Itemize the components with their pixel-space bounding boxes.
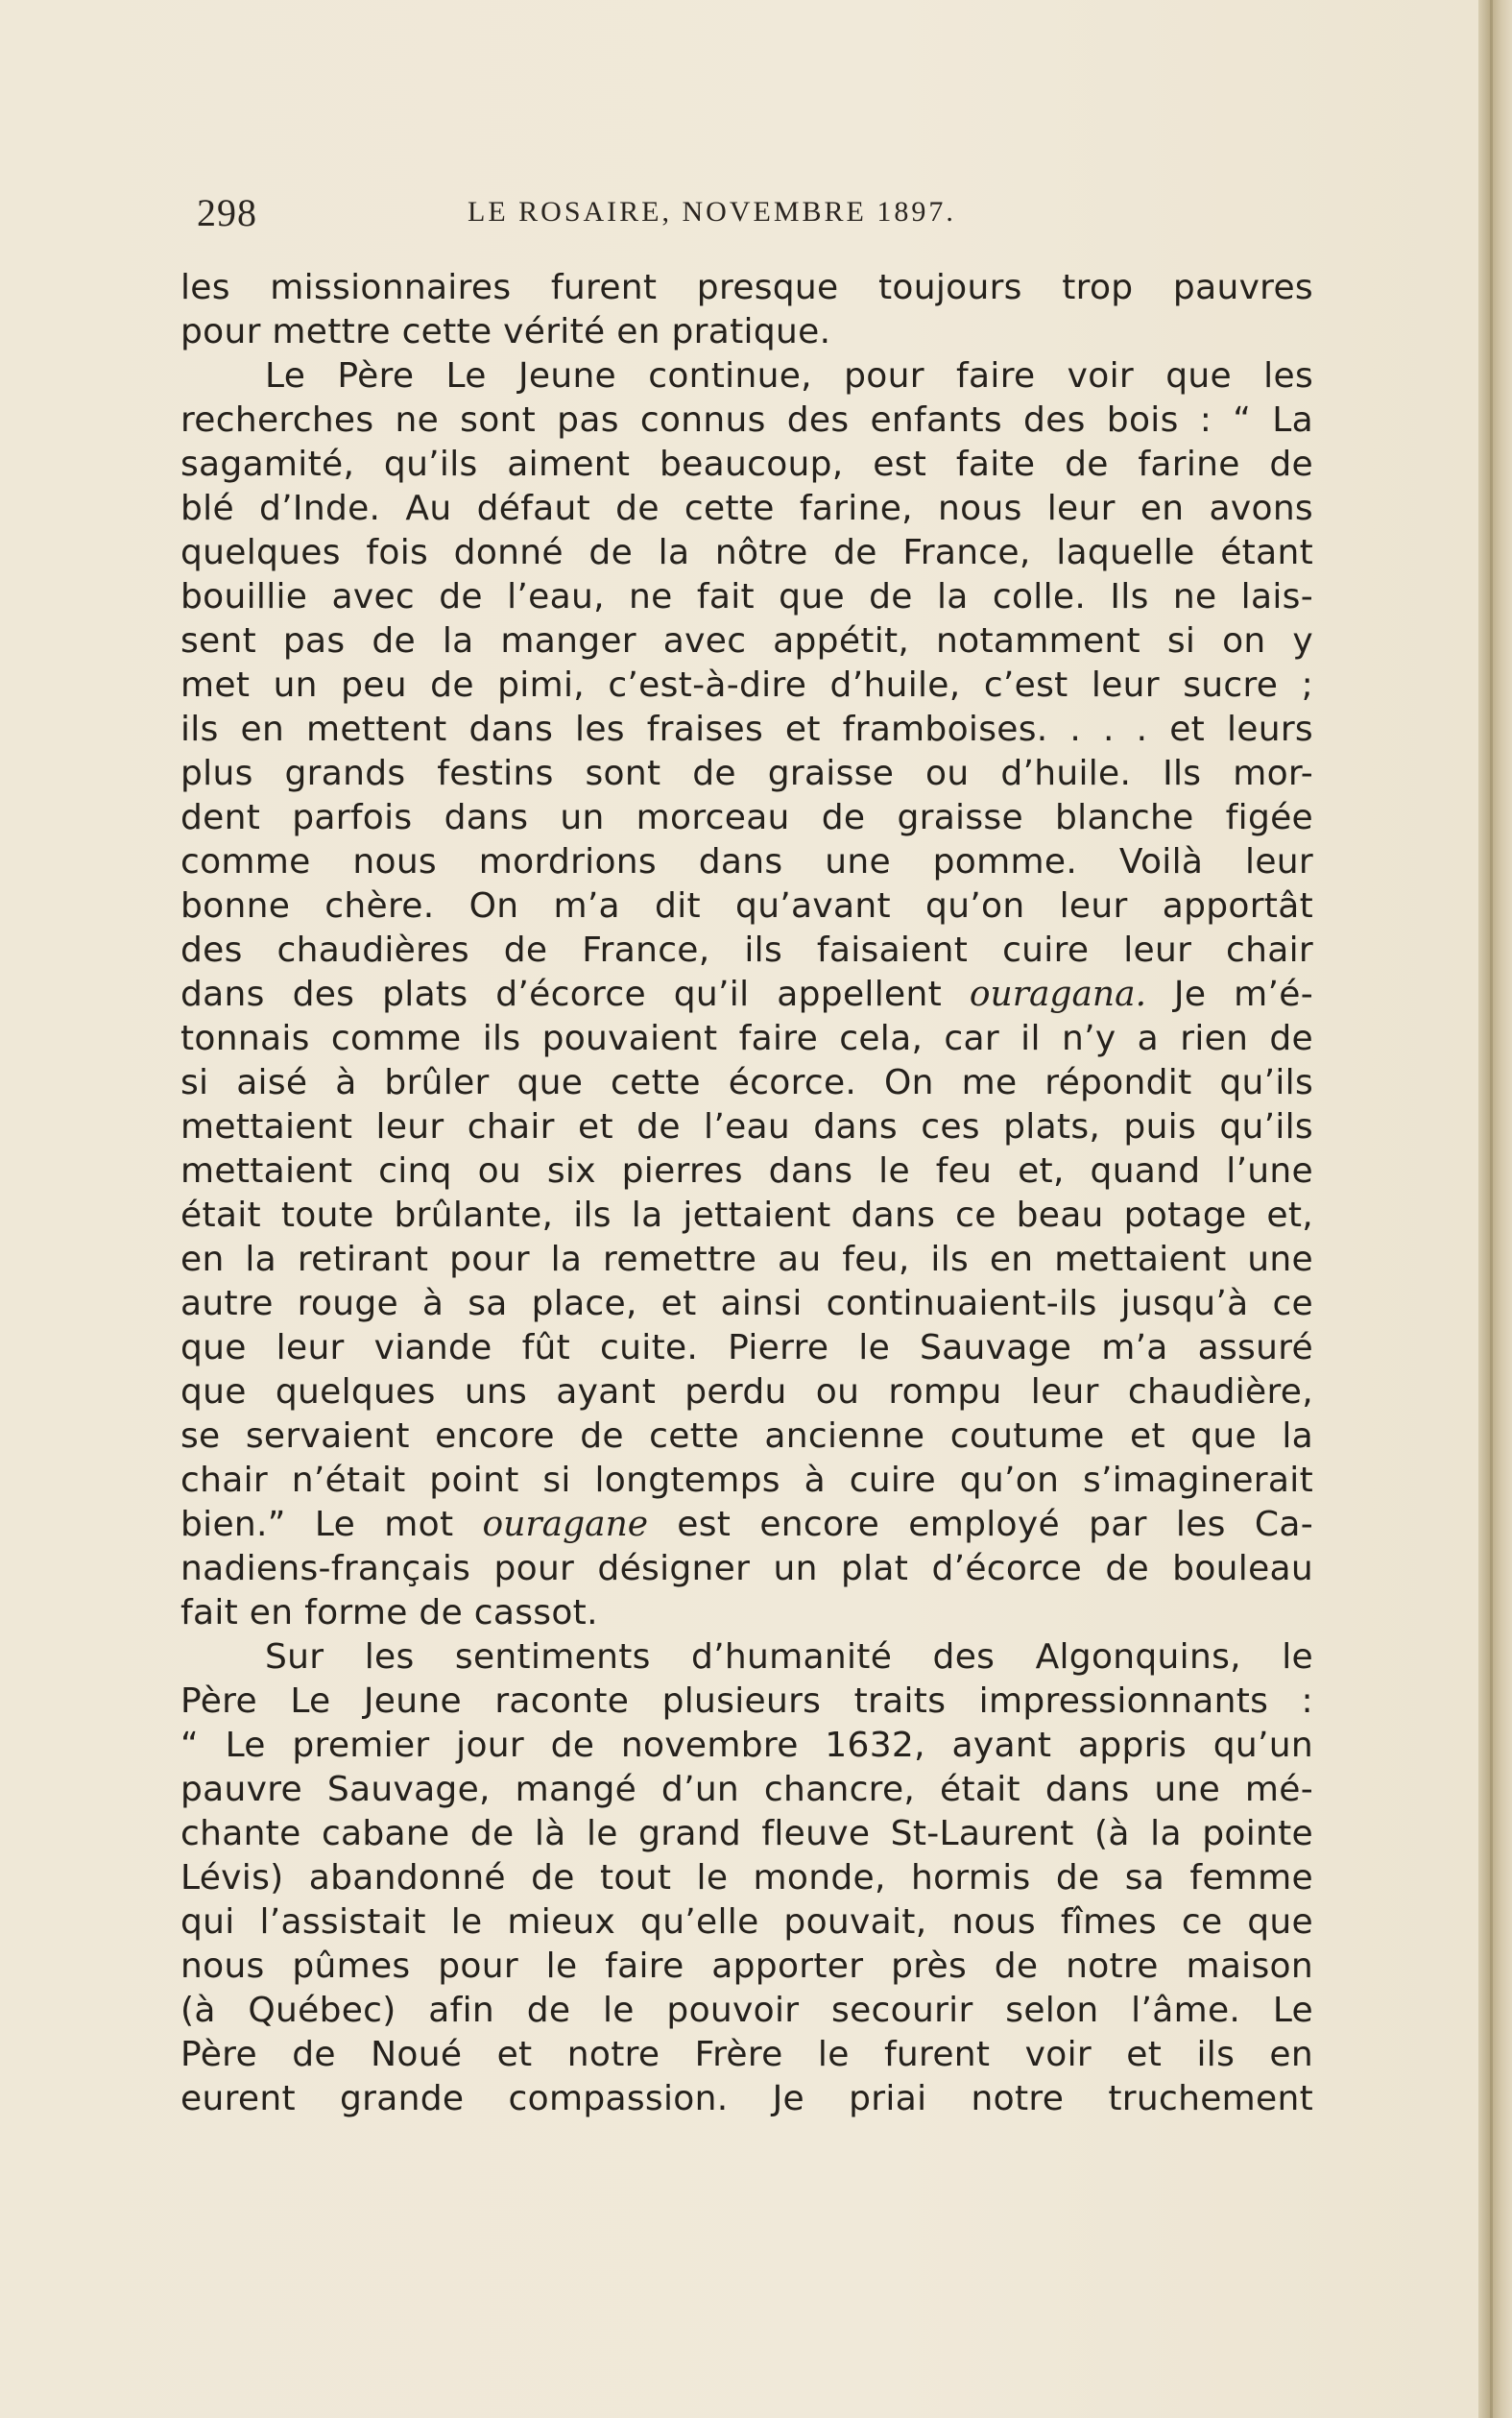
text-line: met un peu de pimi, c’est-à-dire d’huile, c’est leur sucre ; [180,665,1313,705]
text-line: “ Le premier jour de novembre 1632, ayant appris qu’un [180,1726,1313,1765]
text-line: sent pas de la manger avec appétit, notamment si on y [180,621,1313,661]
italic-term: ouragana. [969,975,1147,1014]
book-spine-edge [1478,0,1512,2418]
text-line: eurent grande compassion. Je priai notre truchement [180,2079,1313,2118]
text-line [180,973,1313,1017]
text-line: bonne chère. On m’a dit qu’avant qu’on leur apportât [180,886,1313,926]
text-line: Père de Noué et notre Frère le furent voir et ils en [180,2035,1313,2074]
page-number: 298 [197,191,257,234]
text-line: des chaudières de France, ils faisaient cuire leur chair [180,931,1313,970]
text-line: fait en forme de cassot. [180,1593,598,1632]
text-line: Père Le Jeune raconte plusieurs traits impressionnants : [180,1681,1313,1721]
text-line: que leur viande fût cuite. Pierre le Sauvage m’a assuré [180,1328,1313,1367]
line-text-before: dans des plats d’écorce qu’il appellent [180,975,970,1014]
text-line: tonnais comme ils pouvaient faire cela, car il n’y a rien de [180,1019,1313,1058]
text-line: ils en mettent dans les fraises et framboises. . . . et leurs [180,710,1313,749]
running-head: LE ROSAIRE, NOVEMBRE 1897. [468,196,956,228]
text-line: les missionnaires furent presque toujours trop pauvres [180,268,1313,307]
text-line: nous pûmes pour le faire apporter près de notre maison [180,1946,1313,1986]
text-line: autre rouge à sa place, et ainsi continuaient-ils jusqu’à ce [180,1284,1313,1323]
text-line: recherches ne sont pas connus des enfants des bois : “ La [180,400,1313,440]
text-line: comme nous mordrions dans une pomme. Voilà leur [180,842,1313,882]
text-line: dent parfois dans un morceau de graisse blanche figée [180,798,1313,837]
text-line: pauvre Sauvage, mangé d’un chancre, était dans une mé- [180,1770,1313,1809]
text-line: mettaient leur chair et de l’eau dans ces plats, puis qu’ils [180,1107,1313,1147]
text-line: Lévis) abandonné de tout le monde, hormis de sa femme [180,1858,1313,1898]
text-line: sagamité, qu’ils aiment beaucoup, est faite de farine de [180,445,1313,484]
text-line: que quelques uns ayant perdu ou rompu leur chaudière, [180,1372,1313,1412]
text-line: plus grands festins sont de graisse ou d’huile. Ils mor- [180,754,1313,793]
text-line: en la retirant pour la remettre au feu, ils en mettaient une [180,1240,1313,1279]
text-line [180,1503,1313,1547]
text-line: chante cabane de là le grand fleuve St-Laurent (à la pointe [180,1814,1313,1853]
text-line: pour mettre cette vérité en pratique. [180,312,831,351]
line-text-before: bien.” Le mot [180,1505,483,1544]
text-line: était toute brûlante, ils la jettaient dans ce beau potage et, [180,1196,1313,1235]
line-text-after: est encore employé par les Ca- [648,1505,1313,1544]
line-text-after: Je m’é- [1146,975,1314,1014]
text-line: mettaient cinq ou six pierres dans le feu et, quand l’une [180,1151,1313,1191]
text-line: (à Québec) afin de le pouvoir secourir selon l’âme. Le [180,1991,1313,2030]
text-line: Le Père Le Jeune continue, pour faire voir que les [265,356,1313,396]
text-line: Sur les sentiments d’humanité des Algonquins, le [265,1637,1313,1677]
page-header [197,184,1072,252]
body-text [180,266,1313,2121]
text-line: si aisé à brûler que cette écorce. On me répondit qu’ils [180,1063,1313,1102]
text-line: quelques fois donné de la nôtre de France, laquelle étant [180,533,1313,572]
text-line: nadiens-français pour désigner un plat d’écorce de bouleau [180,1549,1313,1588]
text-line: se servaient encore de cette ancienne coutume et que la [180,1416,1313,1456]
text-line: chair n’était point si longtemps à cuire qu’on s’imaginerait [180,1461,1313,1500]
italic-term: ouragane [482,1505,649,1544]
text-line: blé d’Inde. Au défaut de cette farine, nous leur en avons [180,489,1313,528]
text-line: qui l’assistait le mieux qu’elle pouvait, nous fîmes ce que [180,1902,1313,1942]
text-line: bouillie avec de l’eau, ne fait que de la colle. Ils ne lais- [180,577,1313,617]
